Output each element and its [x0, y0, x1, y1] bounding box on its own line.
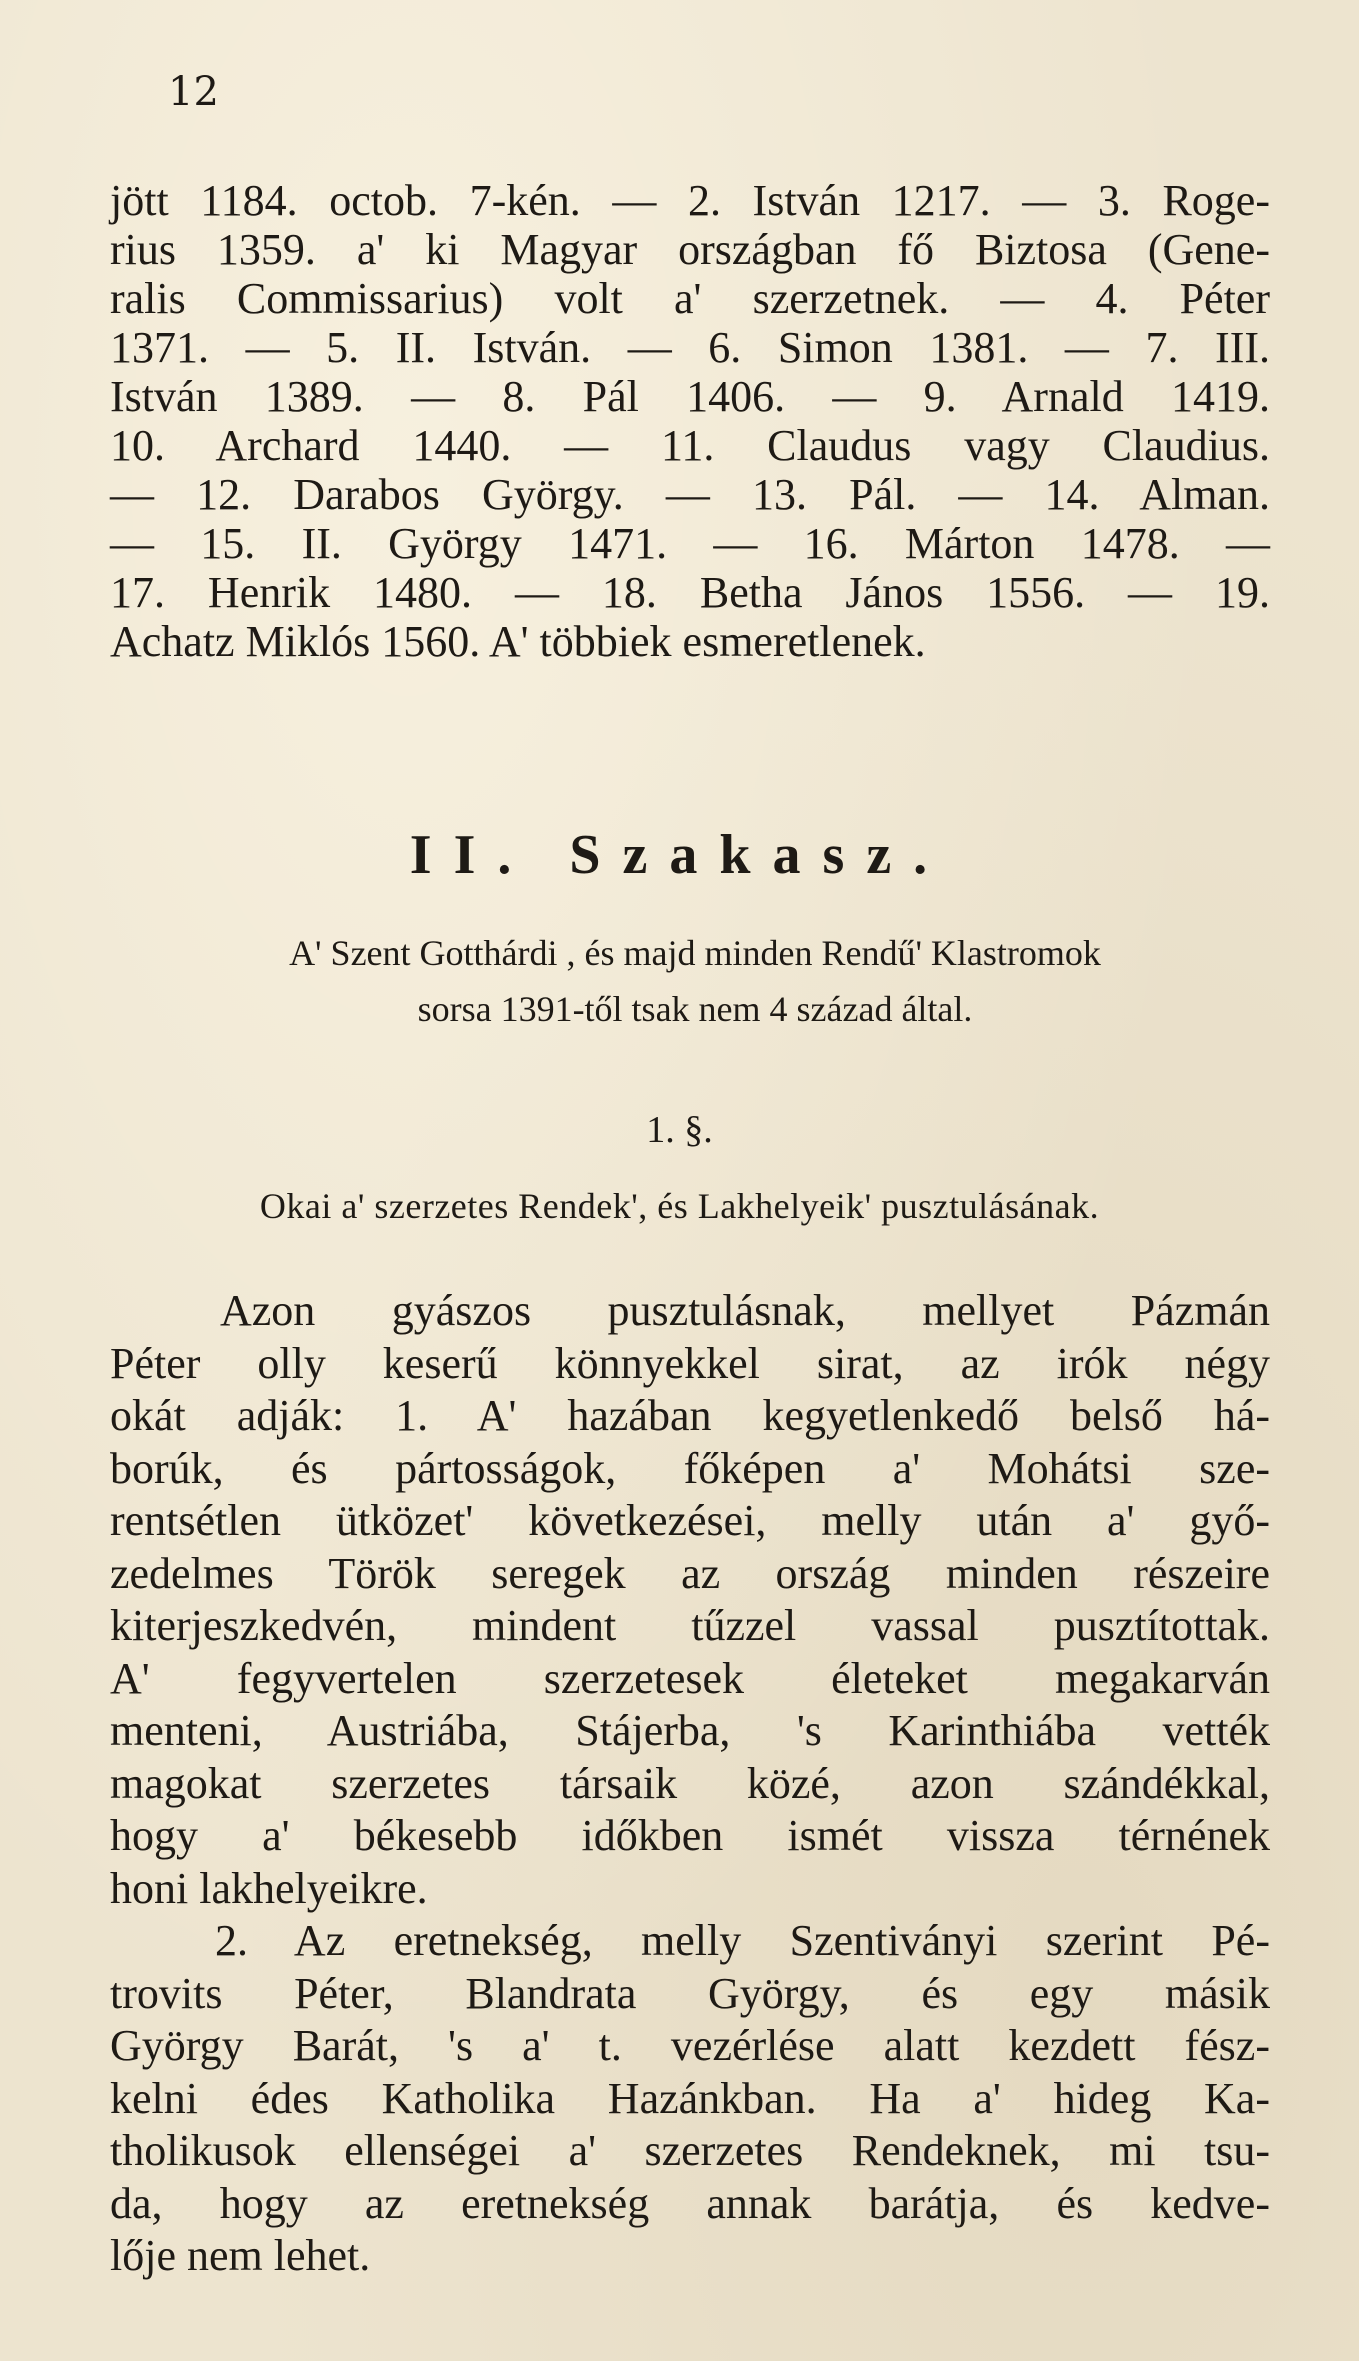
- text-line: jött 1184. octob. 7-kén. — 2. István 1217. — 3. Roge-: [110, 176, 1270, 225]
- text-line: okát adják: 1. A' hazában kegyetlenkedő belső há-: [110, 1391, 1270, 1440]
- body-text: [110, 1285, 1270, 2283]
- section-title: II. Szakasz.: [409, 824, 950, 886]
- text-line: — 15. II. György 1471. — 16. Márton 1478. —: [110, 519, 1270, 568]
- text-line: da, hogy az eretnekség annak barátja, és kedve-: [110, 2178, 1270, 2228]
- text-line: — 12. Darabos György. — 13. Pál. — 14. Alman.: [110, 470, 1270, 519]
- text-line: A' fegyvertelen szerzetesek életeket megakarván: [110, 1653, 1270, 1703]
- text-line: kelni édes Katholika Hazánkban. Ha a' hideg Ka-: [110, 2073, 1270, 2123]
- text-line: György Barát, 's a' t. vezérlése alatt kezdett fész-: [110, 2021, 1270, 2070]
- text-line: 10. Archard 1440. — 11. Claudus vagy Claudius.: [110, 421, 1270, 470]
- text-line: tholikusok ellenségei a' szerzetes Rendeknek, mi tsu-: [110, 2126, 1270, 2175]
- page-number: 12: [168, 69, 219, 115]
- text-line: kiterjeszkedvén, mindent tűzzel vassal pusztítottak.: [110, 1601, 1270, 1650]
- text-line: 2. Az eretnekség, melly Szentiványi szerint Pé-: [215, 1916, 1270, 1965]
- text-line: 17. Henrik 1480. — 18. Betha János 1556. — 19.: [110, 568, 1270, 617]
- text-line: Péter olly keserű könnyekkel sirat, az irók négy: [110, 1338, 1270, 1388]
- text-line: borúk, és pártosságok, főképen a' Mohátsi sze-: [110, 1443, 1270, 1493]
- summary-line: A' Szent Gotthárdi , és majd minden Rendű' Klastromok: [289, 933, 1101, 973]
- text-line: lője nem lehet.: [110, 2231, 371, 2280]
- intro-text: [110, 176, 1270, 666]
- section-summary: [120, 925, 1270, 1037]
- text-line: Azon gyászos pusztulásnak, mellyet Pázmán: [220, 1286, 1270, 1335]
- summary-line: sorsa 1391-től tsak nem 4 század által.: [417, 989, 973, 1029]
- text-line: Achatz Miklós 1560. A' többiek esmeretlenek.: [110, 617, 926, 666]
- text-line: zedelmes Török seregek az ország minden részeire: [110, 1548, 1270, 1598]
- text-line: 1371. — 5. II. István. — 6. Simon 1381. — 7. III.: [110, 323, 1270, 372]
- text-line: hogy a' békesebb időkben ismét vissza térnének: [110, 1811, 1270, 1860]
- text-line: rentsétlen ütközet' következései, melly után a' győ-: [110, 1496, 1270, 1545]
- text-line: István 1389. — 8. Pál 1406. — 9. Arnald 1419.: [110, 372, 1270, 421]
- paragraph-title: Okai a' szerzetes Rendek', és Lakhelyeik' pusztulásának.: [259, 1186, 1100, 1226]
- text-line: ralis Commissarius) volt a' szerzetnek. — 4. Péter: [110, 274, 1270, 323]
- paragraph-mark: 1. §.: [646, 1109, 713, 1151]
- text-line: rius 1359. a' ki Magyar országban fő Biztosa (Gene-: [110, 225, 1270, 274]
- text-line: menteni, Austriába, Stájerba, 's Karinthiába vették: [110, 1706, 1270, 1755]
- text-line: magokat szerzetes társaik közé, azon szándékkal,: [110, 1758, 1270, 1808]
- text-line: honi lakhelyeikre.: [110, 1863, 428, 1913]
- text-line: trovits Péter, Blandrata György, és egy másik: [110, 1968, 1270, 2018]
